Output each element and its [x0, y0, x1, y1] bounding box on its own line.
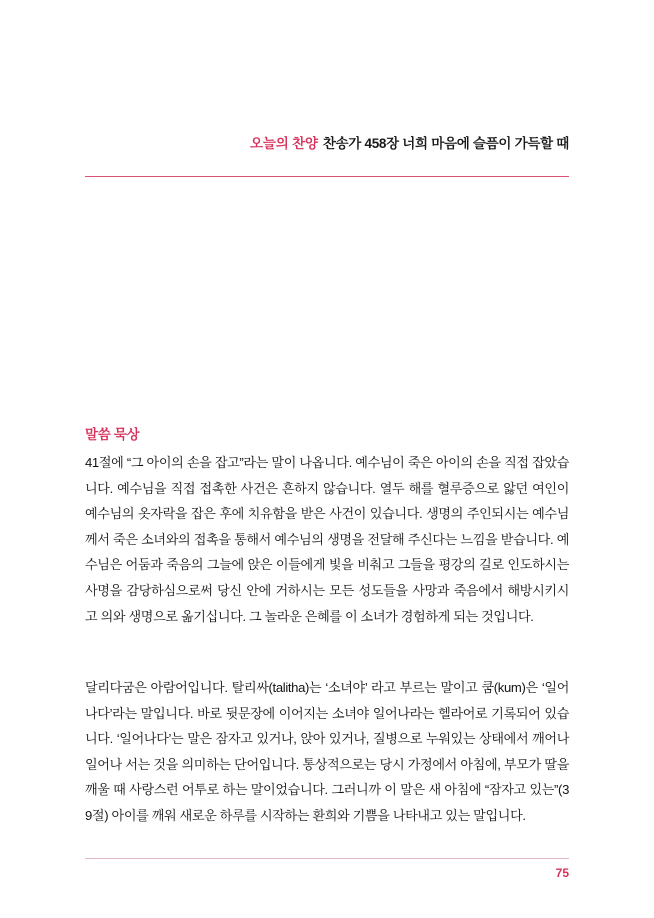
section-title-meditation: 말씀 묵상: [85, 427, 140, 442]
hymn-title: 찬송가 458장 너희 마음에 슬픔이 가득할 때: [322, 136, 569, 151]
footer-divider: [85, 858, 569, 859]
page-number: 75: [555, 866, 569, 880]
page-header: [85, 135, 569, 153]
header-divider: [85, 176, 569, 177]
body-paragraph: 달리다굼은 아람어입니다. 탈리싸(talitha)는 ‘소녀야’ 라고 부르는 말이고 쿰(kum)은 ‘일어나다’라는 말입니다. 바로 뒷문장에 이어지는 소녀야 일어나라는 헬라어로 기록되어 있습니다. ‘일어나다’는 말은 잠자고 있거나, 앉아 있거나, 질병으로 누워있는 상태에서 깨어나 일어나 서는 것을 의미하는 단어입니다. 통상적으로는 당시 가정에서 아침에, 부모가 딸을 깨울 때 사랑스런 어투로 하는 말이었습니다. 그러니까 이 말은 새 아침에 “잠자고 있는”(39절) 아이를 깨워 새로운 하루를 시작하는 환희와 기쁨을 나타내고 있는 말입니다.: [85, 680, 569, 823]
todays-praise-label: 오늘의 찬양: [250, 136, 318, 151]
body-paragraph: 41절에 “그 아이의 손을 잡고”라는 말이 나옵니다. 예수님이 죽은 아이의 손을 직접 잡았습니다. 예수님을 직접 접촉한 사건은 흔하지 않습니다. 열두 해를 혈루증으로 앓던 여인이 예수님의 옷자락을 잡은 후에 치유함을 받은 사건이 있습니다. 생명의 주인되시는 예수님께서 죽은 소녀와의 접촉을 통해서 예수님의 생명을 전달해 주신다는 느낌을 받습니다. 예수님은 어둠과 죽음의 그늘에 앉은 이들에게 빛을 비춰고 그들을 평강의 길로 인도하시는 사명을 감당하심으로써 당신 안에 거하시는 모든 성도들을 사망과 죽음에서 해방시키시고 의와 생명으로 옮기십니다. 그 놀라운 은혜를 이 소녀가 경험하게 되는 것입니다.: [85, 455, 569, 624]
